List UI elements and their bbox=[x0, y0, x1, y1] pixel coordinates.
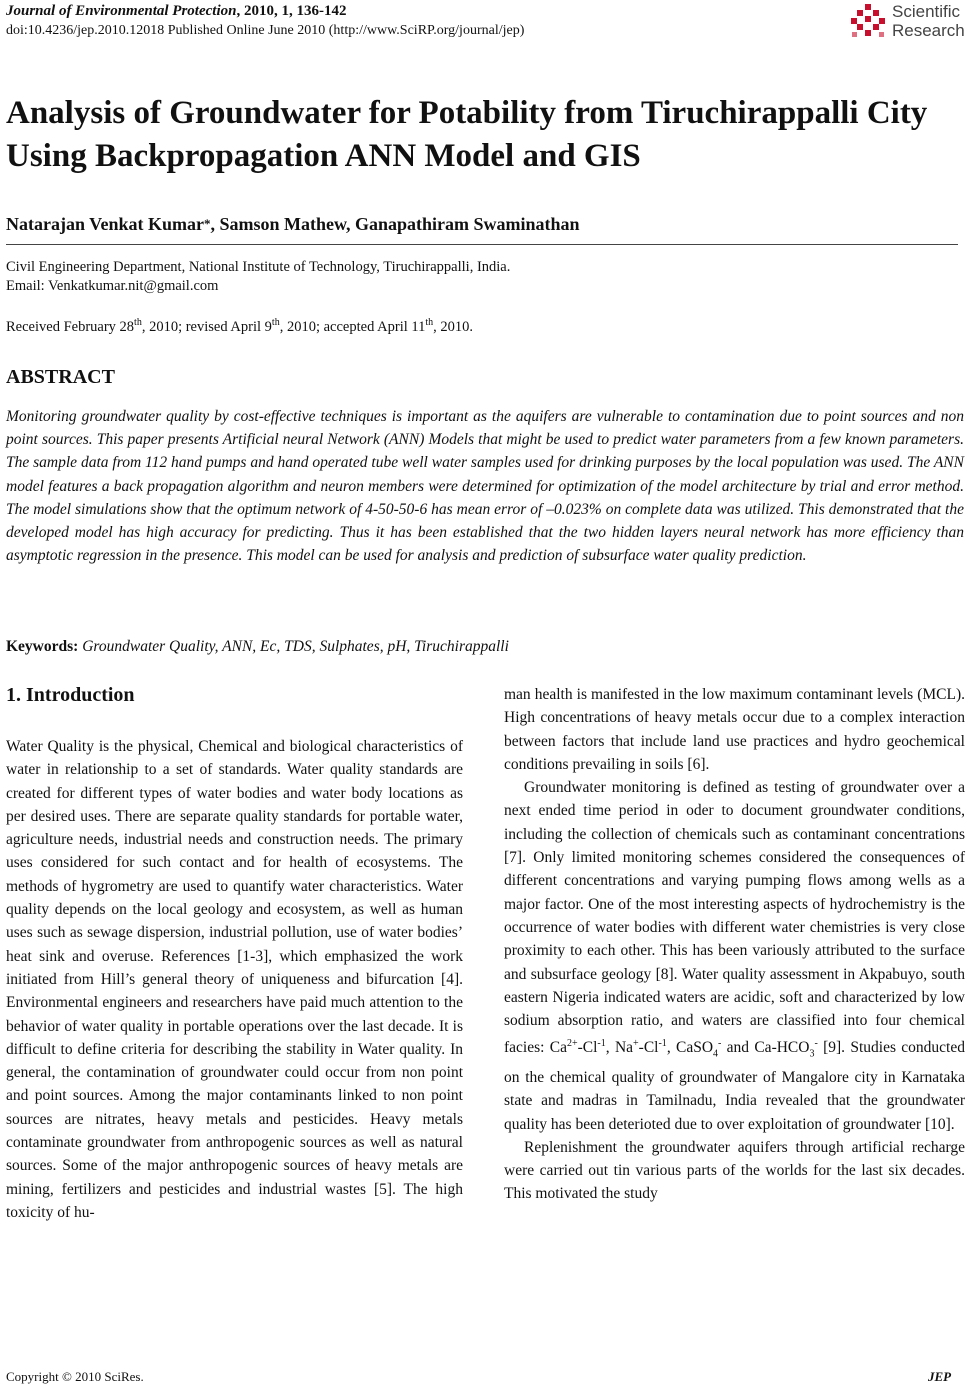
corresponding-author-marker: * bbox=[204, 216, 211, 231]
abstract-text: Monitoring groundwater quality by cost-effective techniques is important as the aquifers are vulnerable to contamination due to point sources and non point sources. This paper presents Artificial neural Network (ANN) Models that might be used to predict water parameters from a few known parameters. The sample data from 112 hand pumps and hand operated tube well water samples used for drinking purposes by the local population was used. The ANN model features a back propagation algorithm and neuron members were determined for optimization of the model architecture by trial and error method. The model simulations show that the optimum network of 4-50-50-6 has mean error of –0.023% on complete data was utilized. This demonstrated that the developed model has high accuracy for predicting. Thus it has been established that the two hidden layers neural network has more efficiency than asymptotic regression in the presence. This model can be used for analysis and prediction of subsurface water quality prediction. bbox=[6, 408, 964, 565]
logo-line-2: Research bbox=[892, 21, 965, 40]
chem-sup: -1 bbox=[658, 1038, 667, 1050]
revised-sup: th bbox=[271, 317, 280, 328]
accepted-sup: th bbox=[425, 317, 434, 328]
chem-text: -Cl bbox=[638, 1039, 659, 1057]
scientific-research-logo-icon bbox=[848, 2, 888, 42]
chem-sup: - bbox=[814, 1038, 818, 1050]
chem-text: -Cl bbox=[577, 1039, 598, 1057]
doi-line: doi:10.4236/jep.2010.12018 Published Online June 2010 (http://www.SciRP.org/journal/jep) bbox=[6, 23, 525, 38]
keywords-text: Groundwater Quality, ANN, Ec, TDS, Sulphates, pH, Tiruchirappalli bbox=[82, 638, 509, 655]
accepted-text: , 2010; accepted April 11 bbox=[279, 318, 426, 335]
received-text: Received February 28 bbox=[6, 318, 135, 335]
affiliation-email: Email: Venkatkumar.nit@gmail.com bbox=[6, 278, 219, 294]
logo-text bbox=[892, 2, 965, 40]
revised-text: , 2010; revised April 9 bbox=[141, 318, 272, 335]
author-list bbox=[6, 214, 580, 235]
affiliation-department: Civil Engineering Department, National Institute of Technology, Tiruchirappalli, India. bbox=[6, 259, 511, 275]
left-column bbox=[6, 735, 463, 1224]
chem-sup: -1 bbox=[597, 1038, 606, 1050]
intro-paragraph-3 bbox=[504, 776, 965, 1136]
chem-sup: - bbox=[718, 1038, 722, 1050]
logo-line-1: Scientific bbox=[892, 2, 961, 21]
affiliation-block bbox=[6, 258, 510, 296]
paper-title: Analysis of Groundwater for Potability from Tiruchirappalli City Using Backpropagation ANN Model and GIS bbox=[6, 95, 928, 174]
chem-sup: 2+ bbox=[566, 1038, 578, 1050]
received-sup: th bbox=[134, 317, 142, 328]
section-heading-introduction: 1. Introduction bbox=[6, 684, 135, 706]
chem-sup: + bbox=[633, 1038, 639, 1050]
paragraph-3-text: Groundwater monitoring is defined as testing of groundwater over a next ended time period in oder to document groundwater conditions, including the collection of chemicals such as contaminant concentrations [7]. Only limited monitoring schemes considered the consequences of different concentrations and varying pumping flows among wells as a major factor. One of the most interesting aspects of hydrochemistry is the occurrence of water bodies with different water chemistries is very close proximity to each other. This has been variously attributed to the surface and subsurface geology [8]. Water quality assessment in Akpabuyo, south eastern Nigeria indicated waters are acidic, soft and characterized by low sodium absorption ratio, and waters are classified into four chemical facies: Ca bbox=[504, 779, 965, 1057]
received-end: , 2010. bbox=[433, 318, 473, 335]
paragraph-3-end: [9]. Studies conducted on the chemical quality of groundwater of Mangalore city in Karnataka state and madras in Tamilnadu, India revealed that the groundwater quality has been deterioted due to over exploitation of groundwater [10]. bbox=[504, 1039, 965, 1133]
chem-text: , Na bbox=[605, 1039, 634, 1057]
chem-sub: 4 bbox=[713, 1048, 719, 1060]
keywords-label: Keywords: bbox=[6, 638, 79, 655]
abstract-heading: ABSTRACT bbox=[6, 366, 115, 388]
journal-name: Journal of Environmental Protection bbox=[6, 3, 237, 19]
header-divider bbox=[6, 244, 958, 245]
intro-paragraph-4: Replenishment the groundwater aquifers through artificial recharge were carried out tin various parts of the worlds for the last six decades. This motivated the study bbox=[504, 1138, 965, 1203]
publisher-logo bbox=[848, 2, 966, 44]
keywords-line bbox=[6, 638, 509, 656]
journal-citation bbox=[6, 3, 346, 20]
chem-text: and Ca-HCO bbox=[721, 1039, 810, 1057]
right-column bbox=[504, 683, 965, 1206]
footer-journal-abbr: JEP bbox=[928, 1369, 952, 1384]
chem-sub: 3 bbox=[809, 1048, 815, 1060]
intro-paragraph-2: man health is manifested in the low maximum contaminant levels (MCL). High concentrations of heavy metals occur due to a complex interaction between factors that include land use practices and hydro geochemical conditions prevailing in soils [6]. bbox=[504, 686, 965, 773]
first-author: Natarajan Venkat Kumar bbox=[6, 214, 205, 234]
other-authors: , Samson Mathew, Ganapathiram Swaminathan bbox=[210, 214, 580, 234]
intro-paragraph-1: Water Quality is the physical, Chemical and biological characteristics of water in relationship to a set of standards. Water quality standards are created for different types of water bodies and water body locations as per desired uses. There are separate quality standards for portable water, agriculture needs, industrial needs and construction needs. The primary uses considered for such contact and for health of ecosystems. The methods of hygrometry are used to quantify water characteristics. Water quality depends on the local geology and ecosystem, as well as human uses such as sewage dispersion, industrial pollution, use of water bodies’ heat sink and overuse. References [1-3], which emphasized the work initiated from Hill’s general theory of uniqueness and bifurcation [4]. Environmental engineers and researchers have paid much attention to the behavior of water quality in portable operations over the last decade. It is difficult to define criteria for describing the stability in Water quality. In general, the contamination of groundwater could occur from non point and point sources. Among the major contaminants linked to non point sources are nitrates, heavy metals and pesticides. Heavy metals contaminate groundwater from anthropogenic sources as well as natural sources. Some of the major anthropogenic sources of heavy metals are mining, fertilizers and pesticides and industrial wastes [5]. The high toxicity of hu- bbox=[6, 738, 463, 1221]
chem-text: , CaSO bbox=[666, 1039, 714, 1057]
received-dates bbox=[6, 317, 473, 336]
journal-volume: , 2010, 1, 136-142 bbox=[236, 3, 347, 19]
footer-copyright: Copyright © 2010 SciRes. bbox=[6, 1369, 144, 1384]
